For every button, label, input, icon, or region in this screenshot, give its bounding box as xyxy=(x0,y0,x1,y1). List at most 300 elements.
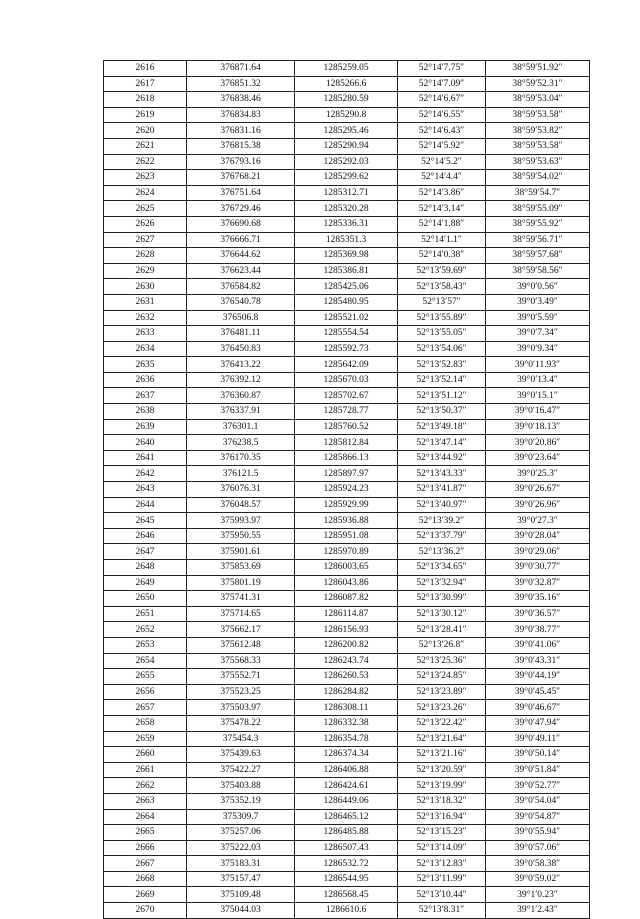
y-coordinate-cell: 1286332.38 xyxy=(295,715,398,731)
y-coordinate-cell: 1285351.3 xyxy=(295,232,398,248)
latitude-cell: 52°13′23.89″ xyxy=(398,684,486,700)
longitude-cell: 38°59′52.31″ xyxy=(486,76,590,92)
table-row xyxy=(104,450,590,466)
longitude-cell: 39°0′49.11″ xyxy=(486,731,590,747)
y-coordinate-cell: 1286532.72 xyxy=(295,856,398,872)
latitude-cell: 52°13′44.92″ xyxy=(398,450,486,466)
x-coordinate-cell: 375183.31 xyxy=(187,856,295,872)
y-coordinate-cell: 1286243.74 xyxy=(295,653,398,669)
latitude-cell: 52°13′47.14″ xyxy=(398,435,486,451)
point-number-cell: 2654 xyxy=(104,653,187,669)
x-coordinate-cell: 376729.46 xyxy=(187,201,295,217)
x-coordinate-cell: 375222.03 xyxy=(187,840,295,856)
point-number-cell: 2662 xyxy=(104,778,187,794)
table-row xyxy=(104,248,590,264)
table-row xyxy=(104,793,590,809)
x-coordinate-cell: 376076.31 xyxy=(187,482,295,498)
point-number-cell: 2669 xyxy=(104,887,187,903)
longitude-cell: 39°0′0.56″ xyxy=(486,279,590,295)
latitude-cell: 52°13′51.12″ xyxy=(398,388,486,404)
latitude-cell: 52°13′28.41″ xyxy=(398,622,486,638)
x-coordinate-cell: 376121.5 xyxy=(187,466,295,482)
point-number-cell: 2670 xyxy=(104,903,187,919)
y-coordinate-cell: 1285312.71 xyxy=(295,185,398,201)
table-row xyxy=(104,513,590,529)
longitude-cell: 39°0′59.02″ xyxy=(486,871,590,887)
x-coordinate-cell: 376690.68 xyxy=(187,216,295,232)
longitude-cell: 39°0′13.4″ xyxy=(486,372,590,388)
x-coordinate-cell: 375552.71 xyxy=(187,669,295,685)
y-coordinate-cell: 1285295.46 xyxy=(295,123,398,139)
x-coordinate-cell: 375454.3 xyxy=(187,731,295,747)
longitude-cell: 39°0′58.38″ xyxy=(486,856,590,872)
latitude-cell: 52°14′5.2″ xyxy=(398,154,486,170)
longitude-cell: 39°0′3.49″ xyxy=(486,294,590,310)
longitude-cell: 39°0′30.77″ xyxy=(486,560,590,576)
latitude-cell: 52°14′3.86″ xyxy=(398,185,486,201)
table-row xyxy=(104,575,590,591)
longitude-cell: 39°0′23.64″ xyxy=(486,450,590,466)
x-coordinate-cell: 375568.33 xyxy=(187,653,295,669)
y-coordinate-cell: 1285554.54 xyxy=(295,326,398,342)
longitude-cell: 38°59′55.92″ xyxy=(486,216,590,232)
point-number-cell: 2643 xyxy=(104,482,187,498)
latitude-cell: 52°13′20.59″ xyxy=(398,762,486,778)
table-row xyxy=(104,419,590,435)
latitude-cell: 52°13′36.2″ xyxy=(398,544,486,560)
longitude-cell: 39°0′57.06″ xyxy=(486,840,590,856)
y-coordinate-cell: 1285970.89 xyxy=(295,544,398,560)
y-coordinate-cell: 1286284.82 xyxy=(295,684,398,700)
longitude-cell: 39°0′27.3″ xyxy=(486,513,590,529)
point-number-cell: 2622 xyxy=(104,154,187,170)
y-coordinate-cell: 1285290.8 xyxy=(295,107,398,123)
x-coordinate-cell: 376584.82 xyxy=(187,279,295,295)
latitude-cell: 52°13′15.23″ xyxy=(398,825,486,841)
longitude-cell: 39°0′36.57″ xyxy=(486,606,590,622)
point-number-cell: 2645 xyxy=(104,513,187,529)
longitude-cell: 38°59′53.63″ xyxy=(486,154,590,170)
latitude-cell: 52°13′26.8″ xyxy=(398,637,486,653)
x-coordinate-cell: 376481.11 xyxy=(187,326,295,342)
point-number-cell: 2619 xyxy=(104,107,187,123)
point-number-cell: 2640 xyxy=(104,435,187,451)
point-number-cell: 2628 xyxy=(104,248,187,264)
point-number-cell: 2617 xyxy=(104,76,187,92)
latitude-cell: 52°13′59.69″ xyxy=(398,263,486,279)
table-row xyxy=(104,435,590,451)
point-number-cell: 2621 xyxy=(104,138,187,154)
latitude-cell: 52°14′7.75″ xyxy=(398,61,486,77)
y-coordinate-cell: 1285929.99 xyxy=(295,497,398,513)
table-row xyxy=(104,887,590,903)
point-number-cell: 2633 xyxy=(104,326,187,342)
latitude-cell: 52°13′55.89″ xyxy=(398,310,486,326)
x-coordinate-cell: 376048.57 xyxy=(187,497,295,513)
table-row xyxy=(104,871,590,887)
latitude-cell: 52°13′18.32″ xyxy=(398,793,486,809)
point-number-cell: 2651 xyxy=(104,606,187,622)
latitude-cell: 52°14′0.38″ xyxy=(398,248,486,264)
point-number-cell: 2646 xyxy=(104,528,187,544)
latitude-cell: 52°13′21.16″ xyxy=(398,747,486,763)
table-row xyxy=(104,123,590,139)
point-number-cell: 2637 xyxy=(104,388,187,404)
x-coordinate-cell: 376413.22 xyxy=(187,357,295,373)
table-row xyxy=(104,747,590,763)
table-row xyxy=(104,684,590,700)
table-row xyxy=(104,825,590,841)
table-row xyxy=(104,310,590,326)
longitude-cell: 39°0′41.06″ xyxy=(486,637,590,653)
point-number-cell: 2618 xyxy=(104,92,187,108)
point-number-cell: 2639 xyxy=(104,419,187,435)
y-coordinate-cell: 1286308.11 xyxy=(295,700,398,716)
x-coordinate-cell: 375993.97 xyxy=(187,513,295,529)
point-number-cell: 2663 xyxy=(104,793,187,809)
y-coordinate-cell: 1285369.98 xyxy=(295,248,398,264)
longitude-cell: 39°0′32.87″ xyxy=(486,575,590,591)
point-number-cell: 2648 xyxy=(104,560,187,576)
y-coordinate-cell: 1286424.61 xyxy=(295,778,398,794)
table-row xyxy=(104,263,590,279)
latitude-cell: 52°13′54.06″ xyxy=(398,341,486,357)
latitude-cell: 52°13′41.87″ xyxy=(398,482,486,498)
y-coordinate-cell: 1285280.59 xyxy=(295,92,398,108)
x-coordinate-cell: 375741.31 xyxy=(187,591,295,607)
point-number-cell: 2635 xyxy=(104,357,187,373)
table-row xyxy=(104,404,590,420)
longitude-cell: 38°59′53.82″ xyxy=(486,123,590,139)
latitude-cell: 52°14′5.92″ xyxy=(398,138,486,154)
table-row xyxy=(104,622,590,638)
y-coordinate-cell: 1285866.13 xyxy=(295,450,398,466)
y-coordinate-cell: 1285425.06 xyxy=(295,279,398,295)
y-coordinate-cell: 1285728.77 xyxy=(295,404,398,420)
longitude-cell: 39°0′54.87″ xyxy=(486,809,590,825)
point-number-cell: 2629 xyxy=(104,263,187,279)
table-row xyxy=(104,185,590,201)
table-row xyxy=(104,778,590,794)
latitude-cell: 52°13′16.94″ xyxy=(398,809,486,825)
x-coordinate-cell: 376301.1 xyxy=(187,419,295,435)
table-row xyxy=(104,341,590,357)
point-number-cell: 2667 xyxy=(104,856,187,872)
latitude-cell: 52°14′6.43″ xyxy=(398,123,486,139)
latitude-cell: 52°13′14.09″ xyxy=(398,840,486,856)
longitude-cell: 39°0′9.34″ xyxy=(486,341,590,357)
x-coordinate-cell: 375352.19 xyxy=(187,793,295,809)
coordinates-table xyxy=(103,60,590,919)
latitude-cell: 52°13′34.65″ xyxy=(398,560,486,576)
table-row xyxy=(104,372,590,388)
longitude-cell: 39°0′26.96″ xyxy=(486,497,590,513)
latitude-cell: 52°14′6.55″ xyxy=(398,107,486,123)
longitude-cell: 38°59′55.09″ xyxy=(486,201,590,217)
latitude-cell: 52°13′55.05″ xyxy=(398,326,486,342)
latitude-cell: 52°13′43.33″ xyxy=(398,466,486,482)
table-row xyxy=(104,216,590,232)
point-number-cell: 2627 xyxy=(104,232,187,248)
x-coordinate-cell: 376170.35 xyxy=(187,450,295,466)
point-number-cell: 2665 xyxy=(104,825,187,841)
longitude-cell: 39°0′26.67″ xyxy=(486,482,590,498)
longitude-cell: 39°1′2.43″ xyxy=(486,903,590,919)
point-number-cell: 2631 xyxy=(104,294,187,310)
x-coordinate-cell: 375714.65 xyxy=(187,606,295,622)
point-number-cell: 2650 xyxy=(104,591,187,607)
y-coordinate-cell: 1286260.53 xyxy=(295,669,398,685)
x-coordinate-cell: 375523.25 xyxy=(187,684,295,700)
latitude-cell: 52°13′39.2″ xyxy=(398,513,486,529)
latitude-cell: 52°13′21.64″ xyxy=(398,731,486,747)
longitude-cell: 38°59′53.58″ xyxy=(486,138,590,154)
table-row xyxy=(104,809,590,825)
y-coordinate-cell: 1286087.82 xyxy=(295,591,398,607)
point-number-cell: 2616 xyxy=(104,61,187,77)
longitude-cell: 39°0′7.34″ xyxy=(486,326,590,342)
point-number-cell: 2644 xyxy=(104,497,187,513)
table-row xyxy=(104,840,590,856)
latitude-cell: 52°13′8.31″ xyxy=(398,903,486,919)
latitude-cell: 52°14′1.88″ xyxy=(398,216,486,232)
table-row xyxy=(104,279,590,295)
longitude-cell: 39°0′54.04″ xyxy=(486,793,590,809)
x-coordinate-cell: 376392.12 xyxy=(187,372,295,388)
table-row xyxy=(104,591,590,607)
x-coordinate-cell: 375403.88 xyxy=(187,778,295,794)
latitude-cell: 52°13′10.44″ xyxy=(398,887,486,903)
y-coordinate-cell: 1286568.45 xyxy=(295,887,398,903)
y-coordinate-cell: 1285924.23 xyxy=(295,482,398,498)
y-coordinate-cell: 1286156.93 xyxy=(295,622,398,638)
x-coordinate-cell: 375044.03 xyxy=(187,903,295,919)
y-coordinate-cell: 1285951.08 xyxy=(295,528,398,544)
x-coordinate-cell: 376793.16 xyxy=(187,154,295,170)
table-row xyxy=(104,700,590,716)
point-number-cell: 2649 xyxy=(104,575,187,591)
y-coordinate-cell: 1286354.78 xyxy=(295,731,398,747)
table-row xyxy=(104,528,590,544)
y-coordinate-cell: 1286544.95 xyxy=(295,871,398,887)
y-coordinate-cell: 1286114.87 xyxy=(295,606,398,622)
longitude-cell: 39°0′52.77″ xyxy=(486,778,590,794)
x-coordinate-cell: 376337.91 xyxy=(187,404,295,420)
x-coordinate-cell: 375422.27 xyxy=(187,762,295,778)
x-coordinate-cell: 375801.19 xyxy=(187,575,295,591)
y-coordinate-cell: 1285897.97 xyxy=(295,466,398,482)
point-number-cell: 2658 xyxy=(104,715,187,731)
y-coordinate-cell: 1285592.73 xyxy=(295,341,398,357)
longitude-cell: 39°0′28.04″ xyxy=(486,528,590,544)
latitude-cell: 52°14′3.14″ xyxy=(398,201,486,217)
point-number-cell: 2624 xyxy=(104,185,187,201)
y-coordinate-cell: 1285266.6 xyxy=(295,76,398,92)
table-row xyxy=(104,715,590,731)
longitude-cell: 38°59′54.7″ xyxy=(486,185,590,201)
x-coordinate-cell: 375853.69 xyxy=(187,560,295,576)
latitude-cell: 52°13′19.99″ xyxy=(398,778,486,794)
y-coordinate-cell: 1285259.05 xyxy=(295,61,398,77)
table-row xyxy=(104,201,590,217)
y-coordinate-cell: 1285670.03 xyxy=(295,372,398,388)
longitude-cell: 39°1′0.23″ xyxy=(486,887,590,903)
longitude-cell: 39°0′11.93″ xyxy=(486,357,590,373)
x-coordinate-cell: 376506.8 xyxy=(187,310,295,326)
table-row xyxy=(104,466,590,482)
longitude-cell: 39°0′35.16″ xyxy=(486,591,590,607)
longitude-cell: 39°0′5.59″ xyxy=(486,310,590,326)
y-coordinate-cell: 1285336.31 xyxy=(295,216,398,232)
x-coordinate-cell: 375662.17 xyxy=(187,622,295,638)
latitude-cell: 52°13′12.83″ xyxy=(398,856,486,872)
table-body xyxy=(104,61,590,919)
point-number-cell: 2657 xyxy=(104,700,187,716)
table-row xyxy=(104,653,590,669)
x-coordinate-cell: 375612.48 xyxy=(187,637,295,653)
latitude-cell: 52°13′50.37″ xyxy=(398,404,486,420)
y-coordinate-cell: 1286449.06 xyxy=(295,793,398,809)
latitude-cell: 52°14′4.4″ xyxy=(398,170,486,186)
longitude-cell: 39°0′45.45″ xyxy=(486,684,590,700)
x-coordinate-cell: 375309.7 xyxy=(187,809,295,825)
point-number-cell: 2623 xyxy=(104,170,187,186)
latitude-cell: 52°13′49.18″ xyxy=(398,419,486,435)
table-row xyxy=(104,170,590,186)
y-coordinate-cell: 1285812.84 xyxy=(295,435,398,451)
longitude-cell: 38°59′54.02″ xyxy=(486,170,590,186)
longitude-cell: 39°0′51.84″ xyxy=(486,762,590,778)
point-number-cell: 2655 xyxy=(104,669,187,685)
longitude-cell: 38°59′58.56″ xyxy=(486,263,590,279)
latitude-cell: 52°13′58.43″ xyxy=(398,279,486,295)
point-number-cell: 2653 xyxy=(104,637,187,653)
longitude-cell: 39°0′29.06″ xyxy=(486,544,590,560)
y-coordinate-cell: 1286003.65 xyxy=(295,560,398,576)
longitude-cell: 38°59′57.68″ xyxy=(486,248,590,264)
longitude-cell: 39°0′18.13″ xyxy=(486,419,590,435)
latitude-cell: 52°13′11.99″ xyxy=(398,871,486,887)
longitude-cell: 39°0′20.86″ xyxy=(486,435,590,451)
point-number-cell: 2641 xyxy=(104,450,187,466)
table-row xyxy=(104,560,590,576)
table-row xyxy=(104,326,590,342)
table-row xyxy=(104,357,590,373)
x-coordinate-cell: 376831.16 xyxy=(187,123,295,139)
table-row xyxy=(104,61,590,77)
x-coordinate-cell: 375439.63 xyxy=(187,747,295,763)
latitude-cell: 52°13′57″ xyxy=(398,294,486,310)
latitude-cell: 52°13′40.97″ xyxy=(398,497,486,513)
table-row xyxy=(104,762,590,778)
latitude-cell: 52°13′52.83″ xyxy=(398,357,486,373)
table-row xyxy=(104,92,590,108)
y-coordinate-cell: 1286465.12 xyxy=(295,809,398,825)
x-coordinate-cell: 376838.46 xyxy=(187,92,295,108)
y-coordinate-cell: 1286507.43 xyxy=(295,840,398,856)
y-coordinate-cell: 1286485.88 xyxy=(295,825,398,841)
table-row xyxy=(104,107,590,123)
x-coordinate-cell: 376871.64 xyxy=(187,61,295,77)
longitude-cell: 38°59′51.92″ xyxy=(486,61,590,77)
point-number-cell: 2656 xyxy=(104,684,187,700)
table-row xyxy=(104,294,590,310)
y-coordinate-cell: 1285299.62 xyxy=(295,170,398,186)
table-row xyxy=(104,637,590,653)
x-coordinate-cell: 376360.87 xyxy=(187,388,295,404)
x-coordinate-cell: 376851.32 xyxy=(187,76,295,92)
table-row xyxy=(104,76,590,92)
latitude-cell: 52°13′37.79″ xyxy=(398,528,486,544)
point-number-cell: 2626 xyxy=(104,216,187,232)
y-coordinate-cell: 1286374.34 xyxy=(295,747,398,763)
table-row xyxy=(104,669,590,685)
point-number-cell: 2659 xyxy=(104,731,187,747)
table-row xyxy=(104,482,590,498)
x-coordinate-cell: 376238.5 xyxy=(187,435,295,451)
point-number-cell: 2638 xyxy=(104,404,187,420)
point-number-cell: 2632 xyxy=(104,310,187,326)
x-coordinate-cell: 376751.64 xyxy=(187,185,295,201)
table-row xyxy=(104,497,590,513)
point-number-cell: 2664 xyxy=(104,809,187,825)
x-coordinate-cell: 376768.21 xyxy=(187,170,295,186)
table-row xyxy=(104,138,590,154)
x-coordinate-cell: 375503.97 xyxy=(187,700,295,716)
y-coordinate-cell: 1285760.52 xyxy=(295,419,398,435)
longitude-cell: 38°59′56.71″ xyxy=(486,232,590,248)
x-coordinate-cell: 376450.83 xyxy=(187,341,295,357)
point-number-cell: 2668 xyxy=(104,871,187,887)
x-coordinate-cell: 375157.47 xyxy=(187,871,295,887)
table-row xyxy=(104,731,590,747)
y-coordinate-cell: 1285702.67 xyxy=(295,388,398,404)
y-coordinate-cell: 1285936.88 xyxy=(295,513,398,529)
x-coordinate-cell: 375478.22 xyxy=(187,715,295,731)
latitude-cell: 52°13′22.42″ xyxy=(398,715,486,731)
longitude-cell: 39°0′55.94″ xyxy=(486,825,590,841)
latitude-cell: 52°13′23.26″ xyxy=(398,700,486,716)
x-coordinate-cell: 375950.55 xyxy=(187,528,295,544)
table-row xyxy=(104,606,590,622)
point-number-cell: 2620 xyxy=(104,123,187,139)
latitude-cell: 52°13′30.12″ xyxy=(398,606,486,622)
latitude-cell: 52°13′52.14″ xyxy=(398,372,486,388)
y-coordinate-cell: 1286610.6 xyxy=(295,903,398,919)
x-coordinate-cell: 375257.06 xyxy=(187,825,295,841)
point-number-cell: 2642 xyxy=(104,466,187,482)
latitude-cell: 52°13′24.85″ xyxy=(398,669,486,685)
point-number-cell: 2661 xyxy=(104,762,187,778)
point-number-cell: 2666 xyxy=(104,840,187,856)
latitude-cell: 52°14′6.67″ xyxy=(398,92,486,108)
point-number-cell: 2630 xyxy=(104,279,187,295)
point-number-cell: 2660 xyxy=(104,747,187,763)
table-row xyxy=(104,856,590,872)
point-number-cell: 2652 xyxy=(104,622,187,638)
y-coordinate-cell: 1286200.82 xyxy=(295,637,398,653)
longitude-cell: 39°0′43.31″ xyxy=(486,653,590,669)
longitude-cell: 39°0′46.67″ xyxy=(486,700,590,716)
longitude-cell: 39°0′16.47″ xyxy=(486,404,590,420)
point-number-cell: 2636 xyxy=(104,372,187,388)
longitude-cell: 38°59′53.04″ xyxy=(486,92,590,108)
y-coordinate-cell: 1285480.95 xyxy=(295,294,398,310)
latitude-cell: 52°14′7.09″ xyxy=(398,76,486,92)
longitude-cell: 39°0′50.14″ xyxy=(486,747,590,763)
latitude-cell: 52°13′30.99″ xyxy=(398,591,486,607)
longitude-cell: 39°0′25.3″ xyxy=(486,466,590,482)
